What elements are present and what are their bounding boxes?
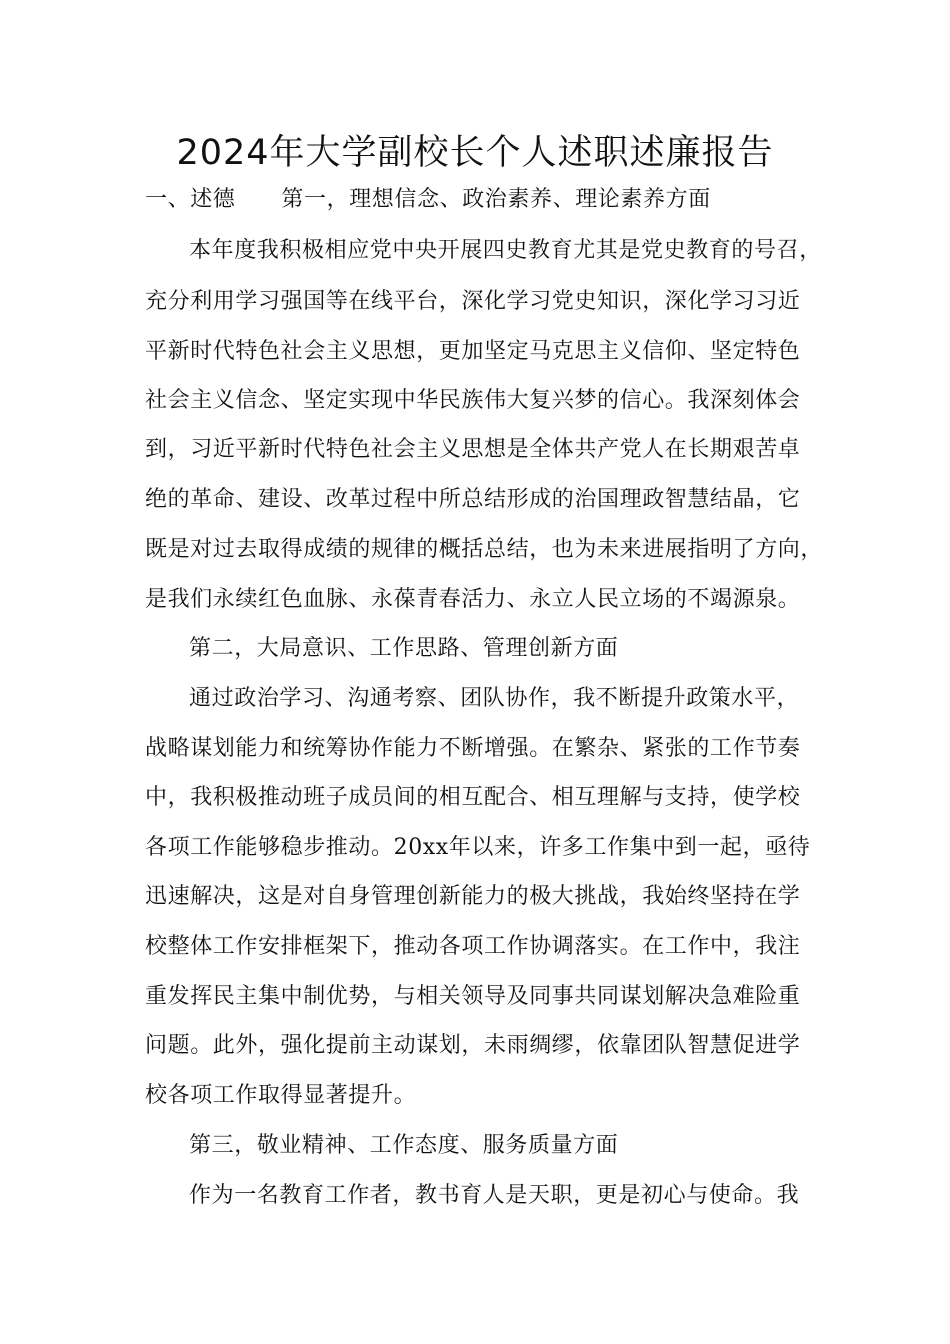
subsection-heading-2: 第二，大局意识、工作思路、管理创新方面 (189, 636, 619, 661)
document-title: 2024年大学副校长个人述职述廉报告 (176, 133, 774, 173)
subsection-heading-3: 第三，敬业精神、工作态度、服务质量方面 (189, 1133, 619, 1158)
paragraph-line: 平新时代特色社会主义思想，更加坚定马克思主义信仰、坚定特色 (145, 339, 801, 364)
paragraph-line: 问题。此外，强化提前主动谋划，未雨绸缪，依靠团队智慧促进学 (145, 1033, 801, 1058)
paragraph-line: 本年度我积极相应党中央开展四史教育尤其是党史教育的号召， (189, 238, 822, 263)
paragraph-line: 战略谋划能力和统筹协作能力不断增强。在繁杂、紧张的工作节奏 (145, 736, 801, 761)
paragraph-line: 充分利用学习强国等在线平台，深化学习党史知识，深化学习习近 (145, 289, 801, 314)
paragraph-line: 通过政治学习、沟通考察、团队协作，我不断提升政策水平， (189, 686, 800, 711)
section-label-shude: 一、述德 (145, 187, 236, 212)
paragraph-line: 作为一名教育工作者，教书育人是天职，更是初心与使命。我 (189, 1183, 800, 1208)
paragraph-line: 到，习近平新时代特色社会主义思想是全体共产党人在长期艰苦卓 (145, 437, 801, 462)
subsection-heading-1: 第一，理想信念、政治素养、理论素养方面 (281, 187, 711, 212)
paragraph-line: 校整体工作安排框架下，推动各项工作协调落实。在工作中，我注 (145, 934, 801, 959)
paragraph-line: 各项工作能够稳步推动。20xx年以来，许多工作集中到一起，亟待 (145, 835, 811, 860)
paragraph-line: 社会主义信念、坚定实现中华民族伟大复兴梦的信心。我深刻体会 (145, 388, 801, 413)
paragraph-line: 迅速解决，这是对自身管理创新能力的极大挑战，我始终坚持在学 (145, 884, 801, 909)
paragraph-line: 既是对过去取得成绩的规律的概括总结，也为未来进展指明了方向， (145, 537, 824, 562)
paragraph-line: 绝的革命、建设、改革过程中所总结形成的治国理政智慧结晶，它 (145, 487, 801, 512)
section-heading-1 (145, 185, 711, 215)
paragraph-line: 中，我积极推动班子成员间的相互配合、相互理解与支持，使学校 (145, 785, 801, 810)
paragraph-line: 校各项工作取得显著提升。 (145, 1083, 417, 1108)
paragraph-line: 是我们永续红色血脉、永葆青春活力、永立人民立场的不竭源泉。 (145, 587, 801, 612)
paragraph-line: 重发挥民主集中制优势，与相关领导及同事共同谋划解决急难险重 (145, 984, 801, 1009)
